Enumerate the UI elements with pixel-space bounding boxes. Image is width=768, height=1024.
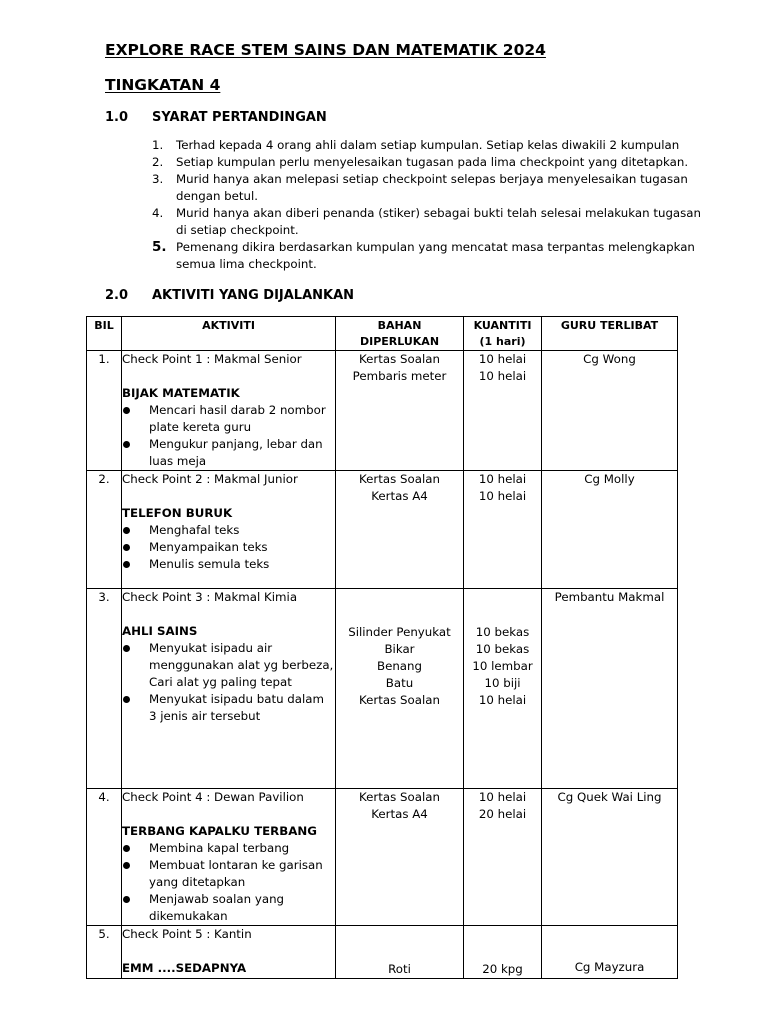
kuantiti-item: 10 lembar — [472, 659, 533, 673]
bahan-item: Silinder Penyukat — [348, 625, 451, 639]
rule-number: 1. — [152, 138, 164, 152]
rule-text: Pemenang dikira berdasarkan kumpulan yang mencatat masa terpantas melengkapkan semua lima checkpoint. — [176, 240, 695, 271]
bahan-cell — [336, 589, 464, 789]
bahan-cell — [336, 926, 464, 979]
kuantiti-cell — [464, 471, 542, 589]
checkpoint-label: Check Point 1 : Makmal Senior — [122, 352, 302, 366]
rule-number: 5. — [152, 239, 167, 255]
rule-item — [152, 239, 712, 273]
task-item: Mencari hasil darab 2 nombor plate kereta guru — [122, 402, 335, 436]
table-header-row — [87, 317, 678, 351]
row-number: 3. — [87, 589, 122, 789]
kuantiti-cell — [464, 789, 542, 926]
rule-number: 2. — [152, 155, 164, 169]
rule-text: Terhad kepada 4 orang ahli dalam setiap kumpulan. Setiap kelas diwakili 2 kumpulan — [176, 138, 680, 152]
task-item: Menjawab soalan yang dikemukakan — [122, 891, 335, 925]
header-bahan: BAHAN DIPERLUKAN — [336, 317, 464, 351]
rule-text: Murid hanya akan melepasi setiap checkpoint selepas berjaya menyelesaikan tugasan dengan betul. — [176, 172, 688, 203]
kuantiti-cell — [464, 589, 542, 789]
bahan-item: Batu — [385, 676, 414, 690]
task-item: Menyampaikan teks — [122, 539, 335, 556]
bahan-item: Bikar — [384, 642, 415, 656]
activity-name: AHLI SAINS — [122, 624, 198, 638]
document-subtitle: TINGKATAN 4 — [105, 76, 221, 94]
table-row — [87, 789, 678, 926]
checkpoint-label: Check Point 5 : Kantin — [122, 927, 252, 941]
checkpoint-label: Check Point 3 : Makmal Kimia — [122, 590, 298, 604]
header-guru: GURU TERLIBAT — [542, 317, 678, 351]
section-2-number: 2.0 — [105, 288, 129, 303]
kuantiti-item: 10 helai — [478, 693, 527, 707]
bahan-item: Pembaris meter — [352, 369, 447, 383]
guru-cell: Pembantu Makmal — [542, 589, 678, 789]
activity-cell — [122, 926, 336, 979]
kuantiti-item: 10 helai — [478, 472, 527, 486]
header-bil: BIL — [87, 317, 122, 351]
kuantiti-item: 10 biji — [484, 676, 521, 690]
row-number: 2. — [87, 471, 122, 589]
rule-item — [152, 205, 712, 239]
kuantiti-item: 10 helai — [478, 790, 527, 804]
header-aktiviti: AKTIVITI — [122, 317, 336, 351]
rule-item — [152, 171, 712, 205]
rule-number: 4. — [152, 206, 164, 220]
section-1-title: SYARAT PERTANDINGAN — [152, 110, 327, 125]
task-item: Menulis semula teks — [122, 556, 335, 573]
task-list — [122, 522, 335, 573]
table-row — [87, 926, 678, 979]
activity-name: BIJAK MATEMATIK — [122, 386, 240, 400]
section-2-heading — [105, 288, 354, 303]
kuantiti-item: 10 bekas — [475, 642, 530, 656]
row-number: 4. — [87, 789, 122, 926]
row-number: 1. — [87, 351, 122, 471]
activity-name: TELEFON BURUK — [122, 506, 233, 520]
rule-item — [152, 154, 712, 171]
kuantiti-item: 10 helai — [478, 352, 527, 366]
kuantiti-cell — [464, 351, 542, 471]
bahan-item: Benang — [376, 659, 423, 673]
task-item: Membina kapal terbang — [122, 840, 335, 857]
rule-item — [152, 137, 712, 154]
kuantiti-item: 10 helai — [478, 489, 527, 503]
rule-text: Setiap kumpulan perlu menyelesaikan tugasan pada lima checkpoint yang ditetapkan. — [176, 155, 689, 169]
bahan-item: Kertas A4 — [371, 807, 428, 821]
rules-list — [152, 137, 712, 273]
guru-cell: Cg Molly — [542, 471, 678, 589]
section-2-title: AKTIVITI YANG DIJALANKAN — [152, 288, 355, 303]
activities-table — [86, 316, 678, 979]
guru-cell: Cg Wong — [542, 351, 678, 471]
section-1-heading — [105, 110, 327, 125]
bahan-cell — [336, 351, 464, 471]
checkpoint-label: Check Point 2 : Makmal Junior — [122, 472, 298, 486]
activity-name: EMM ....SEDAPNYA — [122, 961, 247, 975]
task-list — [122, 840, 335, 925]
task-item: Mengukur panjang, lebar dan luas meja — [122, 436, 335, 470]
kuantiti-cell — [464, 926, 542, 979]
bahan-cell — [336, 471, 464, 589]
kuantiti-item: 10 helai — [478, 369, 527, 383]
kuantiti-item: 20 kpg — [482, 962, 523, 976]
bahan-item: Roti — [388, 962, 411, 976]
table-row — [87, 351, 678, 471]
table-row — [87, 471, 678, 589]
document-title: EXPLORE RACE STEM SAINS DAN MATEMATIK 2024 — [105, 41, 546, 59]
header-kuantiti: KUANTITI (1 hari) — [464, 317, 542, 351]
kuantiti-item: 20 helai — [478, 807, 527, 821]
task-item: Menyukat isipadu air menggunakan alat yg berbeza, Cari alat yg paling tepat — [122, 640, 335, 691]
guru-cell: Cg Mayzura — [542, 926, 678, 979]
task-item: Menyukat isipadu batu dalam 3 jenis air tersebut — [122, 691, 335, 725]
activity-cell — [122, 589, 336, 789]
table-row — [87, 589, 678, 789]
rule-text: Murid hanya akan diberi penanda (stiker) sebagai bukti telah selesai melakukan tugasan di setiap checkpoint. — [176, 206, 702, 237]
guru-cell: Cg Quek Wai Ling — [542, 789, 678, 926]
checkpoint-label: Check Point 4 : Dewan Pavilion — [122, 790, 304, 804]
task-list — [122, 402, 335, 470]
task-item: Membuat lontaran ke garisan yang ditetapkan — [122, 857, 335, 891]
section-1-number: 1.0 — [105, 110, 129, 125]
bahan-item: Kertas Soalan — [359, 352, 440, 366]
row-number: 5. — [87, 926, 122, 979]
task-list — [122, 640, 335, 725]
bahan-item: Kertas A4 — [371, 489, 428, 503]
activity-cell — [122, 789, 336, 926]
bahan-item: Kertas Soalan — [359, 790, 440, 804]
kuantiti-item: 10 bekas — [475, 625, 530, 639]
rule-number: 3. — [152, 172, 164, 186]
activity-cell — [122, 351, 336, 471]
bahan-item: Kertas Soalan — [359, 472, 440, 486]
bahan-cell — [336, 789, 464, 926]
task-item: Menghafal teks — [122, 522, 335, 539]
activity-name: TERBANG KAPALKU TERBANG — [122, 824, 317, 838]
bahan-item: Kertas Soalan — [359, 693, 440, 707]
activity-cell — [122, 471, 336, 589]
